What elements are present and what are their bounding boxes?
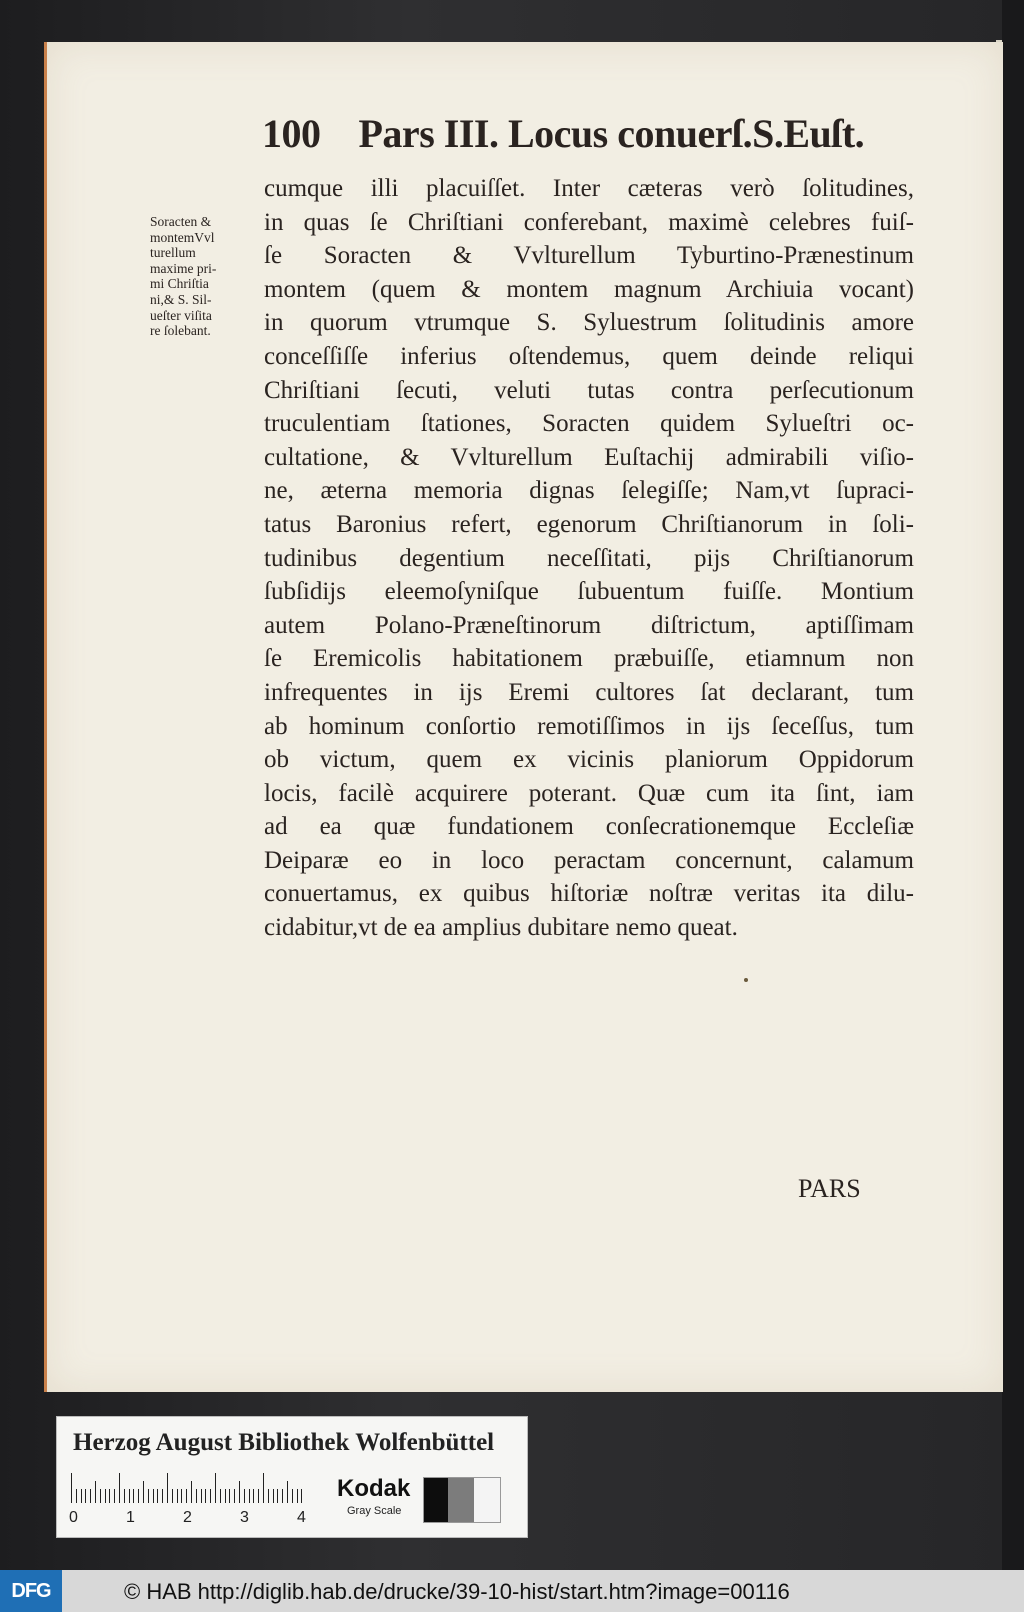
ruler-tick [210, 1489, 211, 1503]
marginal-note-line: maxime pri- [150, 260, 217, 276]
ruler-tick [297, 1489, 298, 1503]
ruler-label: 0 [69, 1509, 78, 1526]
ruler-tick [253, 1489, 254, 1503]
running-title: Pars III. Locus conuerſ.S.Euſt. [358, 111, 865, 156]
ruler-tick [129, 1489, 130, 1503]
institution-name: Herzog August Bibliothek Wolfenbüttel [73, 1429, 495, 1456]
ruler-tick [282, 1489, 283, 1503]
text-line: cidabitur,vt de ea amplius dubitare nemo queat. [264, 914, 738, 942]
ruler-labels [69, 1509, 329, 1529]
ruler-tick [157, 1489, 158, 1503]
text-line: conuertamus, ex quibus hiſtoriæ noſtræ veritas ita dilu- [264, 880, 914, 908]
book-edge [1002, 0, 1024, 1570]
color-calibration-bar [56, 1416, 528, 1538]
ruler-tick [196, 1489, 197, 1503]
body-text [264, 172, 914, 945]
ruler-tick [172, 1489, 173, 1503]
gray-swatches [423, 1477, 501, 1523]
ruler-tick [153, 1489, 154, 1503]
ruler-tick [287, 1481, 288, 1503]
text-line: in quorum vtrumque S. Syluestrum ſolitudinis amore [264, 309, 914, 337]
ruler-tick [119, 1473, 120, 1503]
text-line: ſubſidijs eleemoſyniſque ſubuentum fuiſſe. Montium [264, 578, 914, 606]
ruler-tick [114, 1489, 115, 1503]
ruler-tick [124, 1489, 125, 1503]
marginal-note-line: turellum [150, 245, 196, 261]
text-line: in quas ſe Chriſtiani conferebant, maximè celebres fuiſ- [264, 208, 914, 236]
ruler-label: 2 [183, 1509, 192, 1526]
marginal-note-line: montemVvl [150, 229, 215, 245]
ruler-label: 4 [297, 1509, 306, 1526]
citation-link[interactable]: © HAB http://diglib.hab.de/drucke/39-10-hist/start.htm?image=00116 [124, 1579, 790, 1604]
text-line: conceſſiſſe inferius oſtendemus, quem deinde reliqui [264, 342, 914, 370]
ruler-label: 1 [126, 1509, 135, 1526]
marginal-note-line: ni,& S. Sil- [150, 291, 212, 307]
dfg-logo: DFG [0, 1570, 62, 1612]
page-number: 100 [262, 111, 321, 156]
text-line: Chriſtiani ſecuti, veluti tutas contra perſecutionum [264, 376, 914, 404]
ruler-tick [90, 1489, 91, 1503]
ruler-tick [263, 1473, 264, 1503]
ruler-label: 3 [240, 1509, 249, 1526]
text-line: autem Polano-Præneſtinorum diſtrictum, aptiſſimam [264, 611, 914, 639]
ruler-tick [148, 1489, 149, 1503]
catchword: PARS [798, 1174, 861, 1203]
ruler-tick [225, 1489, 226, 1503]
viewer-footer [0, 1570, 1024, 1612]
ruler-tick [162, 1489, 163, 1503]
ruler-tick [201, 1489, 202, 1503]
marginal-note-line: ueſter viſita [150, 307, 212, 323]
ruler-tick [177, 1489, 178, 1503]
ruler-tick [301, 1489, 302, 1503]
ink-speck [744, 978, 748, 982]
text-line: tudinibus degentium neceſſitati, pijs Chriſtianorum [264, 544, 914, 572]
ruler-tick [273, 1489, 274, 1503]
ruler-tick [239, 1481, 240, 1503]
marginal-note [150, 214, 262, 339]
text-line: locis, facilè acquirere poterant. Quæ cum ita ſint, iam [264, 779, 914, 807]
ruler-tick [244, 1489, 245, 1503]
ruler-tick [205, 1489, 206, 1503]
text-line: ab hominum conſortio remotiſſimos in ijs ſeceſſus, tum [264, 712, 914, 740]
running-head [262, 110, 902, 157]
ruler-tick [181, 1489, 182, 1503]
marginal-note-line: Soracten & [150, 214, 212, 229]
measurement-ruler [71, 1473, 311, 1503]
ruler-tick [100, 1489, 101, 1503]
ruler-tick [167, 1473, 168, 1503]
text-line: ſe Eremicolis habitationem præbuiſſe, etiamnum non [264, 645, 914, 673]
ruler-tick [258, 1489, 259, 1503]
swatch-white [474, 1478, 500, 1522]
ruler-tick [229, 1489, 230, 1503]
ruler-tick [138, 1489, 139, 1503]
ruler-tick [268, 1489, 269, 1503]
ruler-tick [277, 1489, 278, 1503]
marginal-note-line: re ſolebant. [150, 323, 211, 339]
ruler-tick [85, 1489, 86, 1503]
gray-scale-label: Gray Scale [347, 1505, 402, 1517]
ruler-tick [133, 1489, 134, 1503]
swatch-gray [448, 1478, 474, 1522]
ruler-tick [292, 1489, 293, 1503]
text-line: cumque illi placuiſſet. Inter cæteras verò ſolitudines, [264, 175, 914, 202]
swatch-black [424, 1478, 448, 1522]
text-line: truculentiam ſtationes, Soracten quidem Sylueſtri oc- [264, 410, 914, 438]
text-line: infrequentes in ijs Eremi cultores ſat declarant, tum [264, 678, 914, 706]
ruler-tick [234, 1489, 235, 1503]
text-line: Deiparæ eo in loco peractam concernunt, calamum [264, 846, 914, 874]
ruler-tick [76, 1489, 77, 1503]
text-line: ſe Soracten & Vvlturellum Tyburtino-Prænestinum [264, 242, 914, 270]
ruler-tick [71, 1473, 72, 1503]
ruler-tick [109, 1489, 110, 1503]
ruler-tick [220, 1489, 221, 1503]
kodak-logo: Kodak [337, 1475, 411, 1502]
ruler-tick [191, 1481, 192, 1503]
ruler-tick [95, 1481, 96, 1503]
text-line: montem (quem & montem magnum Archiuia vocant) [264, 275, 914, 303]
text-line: tatus Baronius refert, egenorum Chriſtianorum in ſoli- [264, 510, 914, 538]
ruler-tick [81, 1489, 82, 1503]
ruler-tick [143, 1481, 144, 1503]
ruler-tick [249, 1489, 250, 1503]
ruler-tick [215, 1473, 216, 1503]
ruler-tick [105, 1489, 106, 1503]
text-line: ad ea quæ fundationem conſecrationemque Eccleſiæ [264, 813, 914, 841]
text-line: ne, æterna memoria dignas ſelegiſſe; Nam,vt ſupraci- [264, 477, 914, 505]
marginal-note-line: mi Chriſtia [150, 276, 209, 292]
text-line: ob victum, quem ex vicinis planiorum Oppidorum [264, 746, 914, 774]
ruler-tick [186, 1489, 187, 1503]
text-line: cultatione, & Vvlturellum Euſtachij admirabili viſio- [264, 443, 914, 471]
